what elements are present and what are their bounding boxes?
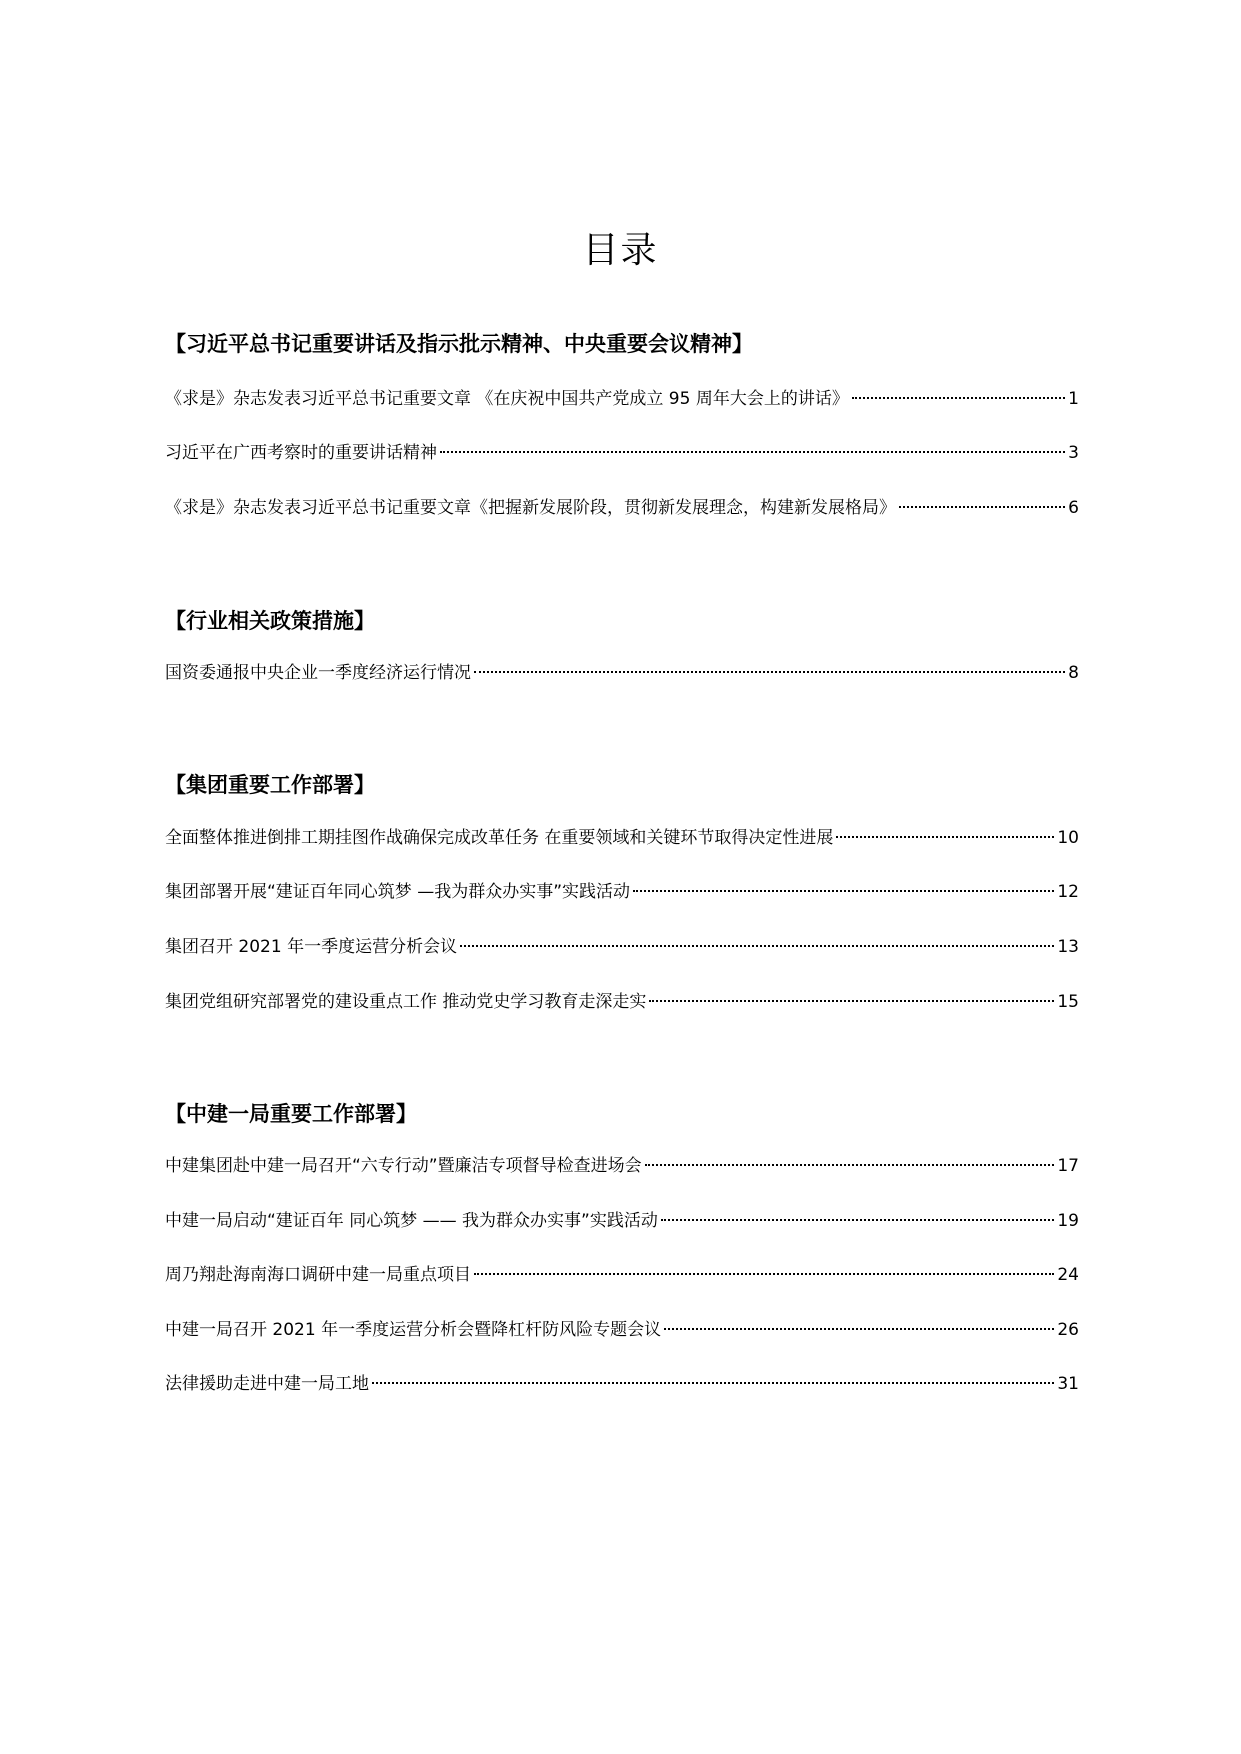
dot-leader	[645, 1164, 1055, 1166]
toc-entry-title: 中建一局启动“建证百年 同心筑梦 —— 我为群众办实事”实践活动	[165, 1211, 658, 1231]
toc-entry-title: 《求是》杂志发表习近平总书记重要文章《把握新发展阶段，贯彻新发展理念，构建新发展格局》	[165, 498, 896, 518]
dot-leader	[440, 451, 1065, 453]
dot-leader	[460, 945, 1054, 947]
toc-entry[interactable]	[165, 385, 1079, 413]
toc-page-number: 3	[1068, 443, 1079, 463]
dot-leader	[474, 671, 1065, 673]
toc-page-number: 1	[1068, 389, 1079, 409]
toc-entry-title: 中建一局召开 2021 年一季度运营分析会暨降杠杆防风险专题会议	[165, 1320, 662, 1340]
dot-leader	[664, 1328, 1054, 1330]
dot-leader	[852, 397, 1065, 399]
toc-page-number: 13	[1057, 937, 1079, 957]
toc-page-number: 8	[1068, 663, 1079, 683]
toc-entry-title: 集团部署开展“建证百年同心筑梦 —我为群众办实事”实践活动	[165, 882, 631, 902]
dot-leader	[372, 1382, 1054, 1384]
dot-leader	[633, 890, 1054, 892]
toc-page-number: 19	[1057, 1211, 1079, 1231]
toc-entry-title: 法律援助走进中建一局工地	[165, 1374, 369, 1394]
toc-entry-title: 中建集团赴中建一局召开“六专行动”暨廉洁专项督导检查进场会	[165, 1156, 642, 1176]
toc-entry-title: 《求是》杂志发表习近平总书记重要文章 《在庆祝中国共产党成立 95 周年大会上的讲话》	[165, 389, 849, 409]
dot-leader	[474, 1273, 1054, 1275]
section-heading: 【习近平总书记重要讲话及指示批示精神、中央重要会议精神】	[165, 332, 753, 356]
page-title: 目录	[582, 230, 659, 271]
toc-entry-title: 国资委通报中央企业一季度经济运行情况	[165, 663, 471, 683]
toc-entry[interactable]	[165, 659, 1079, 687]
toc-entry[interactable]	[165, 1261, 1079, 1289]
toc-page-number: 10	[1057, 828, 1079, 848]
toc-page-number: 15	[1057, 992, 1079, 1012]
toc-page-number: 31	[1057, 1374, 1079, 1394]
toc-entry-title: 全面整体推进倒排工期挂图作战确保完成改革任务 在重要领域和关键环节取得决定性进展	[165, 828, 834, 848]
toc-entry[interactable]	[165, 878, 1079, 906]
toc-entry-title: 集团召开 2021 年一季度运营分析会议	[165, 937, 458, 957]
dot-leader	[661, 1219, 1055, 1221]
toc-page-number: 17	[1057, 1156, 1079, 1176]
toc-entry[interactable]	[165, 439, 1079, 467]
toc-entry[interactable]	[165, 1316, 1079, 1344]
toc-entry[interactable]	[165, 824, 1079, 852]
toc-entry-title: 集团党组研究部署党的建设重点工作 推动党史学习教育走深走实	[165, 992, 647, 1012]
toc-page-number: 6	[1068, 498, 1079, 518]
toc-entry-title: 周乃翔赴海南海口调研中建一局重点项目	[165, 1265, 471, 1285]
dot-leader	[836, 836, 1054, 838]
toc-entry[interactable]	[165, 1370, 1079, 1398]
section-heading: 【行业相关政策措施】	[165, 609, 375, 633]
toc-page-number: 26	[1057, 1320, 1079, 1340]
section-heading: 【中建一局重要工作部署】	[165, 1102, 417, 1126]
toc-entry[interactable]	[165, 1207, 1079, 1235]
section-heading: 【集团重要工作部署】	[165, 773, 375, 797]
toc-entry[interactable]	[165, 494, 1079, 522]
toc-page-number: 24	[1057, 1265, 1079, 1285]
toc-entry[interactable]	[165, 988, 1079, 1016]
toc-page-number: 12	[1057, 882, 1079, 902]
toc-entry[interactable]	[165, 933, 1079, 961]
toc-entry[interactable]	[165, 1152, 1079, 1180]
dot-leader	[649, 1000, 1054, 1002]
dot-leader	[899, 506, 1065, 508]
toc-entry-title: 习近平在广西考察时的重要讲话精神	[165, 443, 437, 463]
